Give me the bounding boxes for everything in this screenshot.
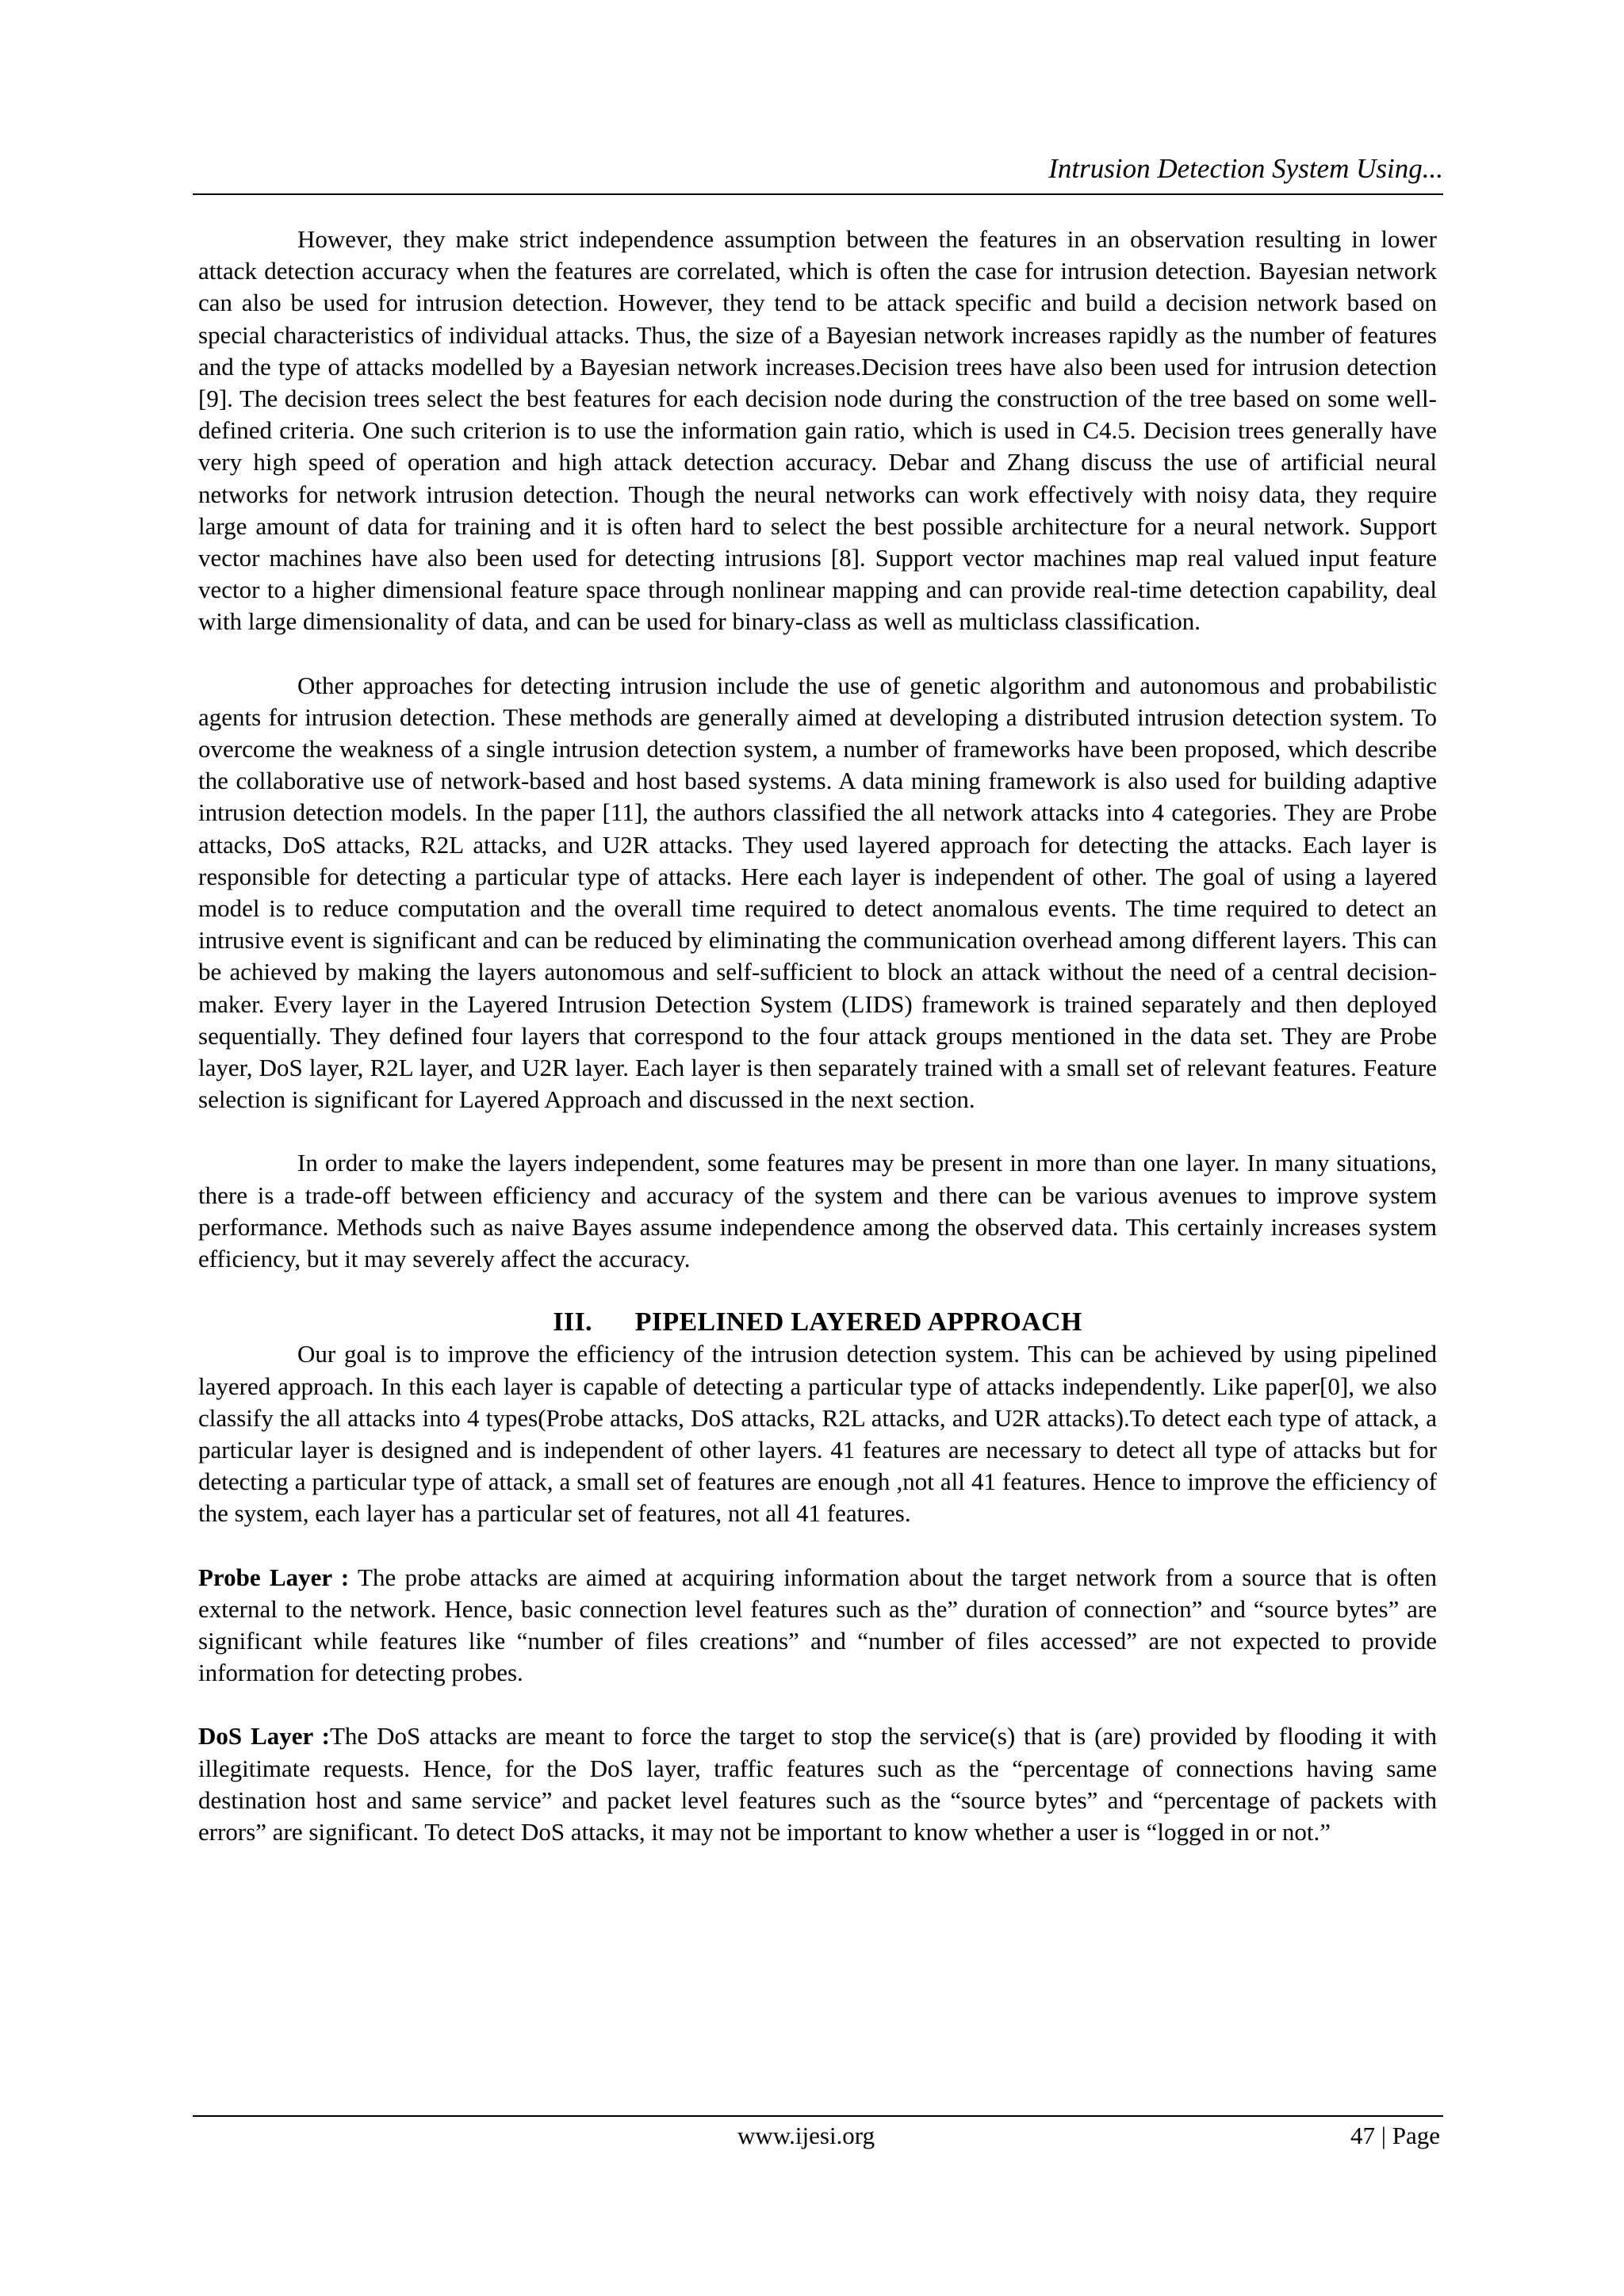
- paragraph-related-work-2: Other approaches for detecting intrusion include the use of genetic algorithm and autonomous and probabilistic agents for intrusion detection. These methods are generally aimed at developing a distributed intrusion detection system. To overcome the weakness of a single intrusion detection system, a number of frameworks have been proposed, which describe the collaborative use of network-based and host based systems. A data mining framework is also used for building adaptive intrusion detection models. In the paper [11], the authors classified the all network attacks into 4 categories. They are Probe attacks, DoS attacks, R2L attacks, and U2R attacks. They used layered approach for detecting the attacks. Each layer is responsible for detecting a particular type of attacks. Here each layer is independent of other. The goal of using a layered model is to reduce computation and the overall time required to detect anomalous events. The time required to detect an intrusive event is significant and can be reduced by eliminating the communication overhead among different layers. This can be achieved by making the layers autonomous and self-sufficient to block an attack without the need of a central decision-maker. Every layer in the Layered Intrusion Detection System (LIDS) framework is trained separately and then deployed sequentially. They defined four layers that correspond to the four attack groups mentioned in the data set. They are Probe layer, DoS layer, R2L layer, and U2R layer. Each layer is then separately trained with a small set of relevant features. Feature selection is significant for Layered Approach and discussed in the next section.: [198, 671, 1437, 1114]
- dos-layer-heading: DoS Layer :: [198, 1722, 330, 1751]
- main-text: [198, 224, 1437, 1848]
- paragraph-related-work-3: In order to make the layers independent, some features may be present in more than one layer. In many situations, there is a trade-off between efficiency and accuracy of the system and there can be various avenues to improve system performance. Methods such as naive Bayes assume independence among the observed data. This certainly increases system efficiency, but it may severely affect the accuracy.: [198, 1149, 1437, 1273]
- paragraph-dos-layer: [198, 1720, 1437, 1848]
- section-heading: [198, 1307, 1437, 1338]
- paragraph-related-work-1: However, they make strict independence assumption between the features in an observation resulting in lower attack detection accuracy when the features are correlated, which is often the case for intrusion detection. Bayesian network can also be used for intrusion detection. However, they tend to be attack specific and build a decision network based on special characteristics of individual attacks. Thus, the size of a Bayesian network increases rapidly as the number of features and the type of attacks modelled by a Bayesian network increases.Decision trees have also been used for intrusion detection [9]. The decision trees select the best features for each decision node during the construction of the tree based on some well-defined criteria. One such criterion is to use the information gain ratio, which is used in C4.5. Decision trees generally have very high speed of operation and high attack detection accuracy. Debar and Zhang discuss the use of artificial neural networks for network intrusion detection. Though the neural networks can work effectively with noisy data, they require large amount of data for training and it is often hard to select the best possible architecture for a neural network. Support vector machines have also been used for detecting intrusions [8]. Support vector machines map real valued input feature vector to a higher dimensional feature space through nonlinear mapping and can provide real-time detection capability, deal with large dimensionality of data, and can be used for binary-class as well as multiclass classification.: [198, 225, 1437, 636]
- dos-layer-text: The DoS attacks are meant to force the target to stop the service(s) that is (are) provided by flooding it with illegitimate requests. Hence, for the DoS layer, traffic features such as the “percentage of connections having same destination host and same service” and packet level features such as the “source bytes” and “percentage of packets with errors” are significant. To detect DoS attacks, it may not be important to know whether a user is “logged in or not.”: [198, 1722, 1437, 1846]
- paragraph-section-intro: Our goal is to improve the efficiency of the intrusion detection system. This can be achieved by using pipelined layered approach. In this each layer is capable of detecting a particular type of attacks independently. Like paper[0], we also classify the all attacks into 4 types(Probe attacks, DoS attacks, R2L attacks, and U2R attacks).To detect each type of attack, a particular layer is designed and is independent of other layers. 41 features are necessary to detect all type of attacks but for detecting a particular type of attack, a small set of features are enough ,not all 41 features. Hence to improve the efficiency of the system, each layer has a particular set of features, not all 41 features.: [198, 1340, 1437, 1528]
- footer-rule: [193, 2115, 1443, 2117]
- footer-page-number: 47 | Page: [1350, 2122, 1440, 2149]
- footer-site-link[interactable]: www.ijesi.org: [737, 2122, 875, 2149]
- paragraph-probe-layer: [198, 1562, 1437, 1689]
- running-header-title: Intrusion Detection System Using...: [1048, 153, 1443, 184]
- probe-layer-heading: Probe Layer :: [198, 1563, 350, 1591]
- probe-layer-text: The probe attacks are aimed at acquiring information about the target network from a source that is often external to the network. Hence, basic connection level features such as the” duration of connection” and “source bytes” are significant while features like “number of files creations” and “number of files accessed” are not expected to provide information for detecting probes.: [198, 1563, 1437, 1687]
- section-title: PIPELINED LAYERED APPROACH: [634, 1307, 1082, 1337]
- header-rule: [193, 193, 1443, 195]
- section-number: III.: [553, 1307, 592, 1337]
